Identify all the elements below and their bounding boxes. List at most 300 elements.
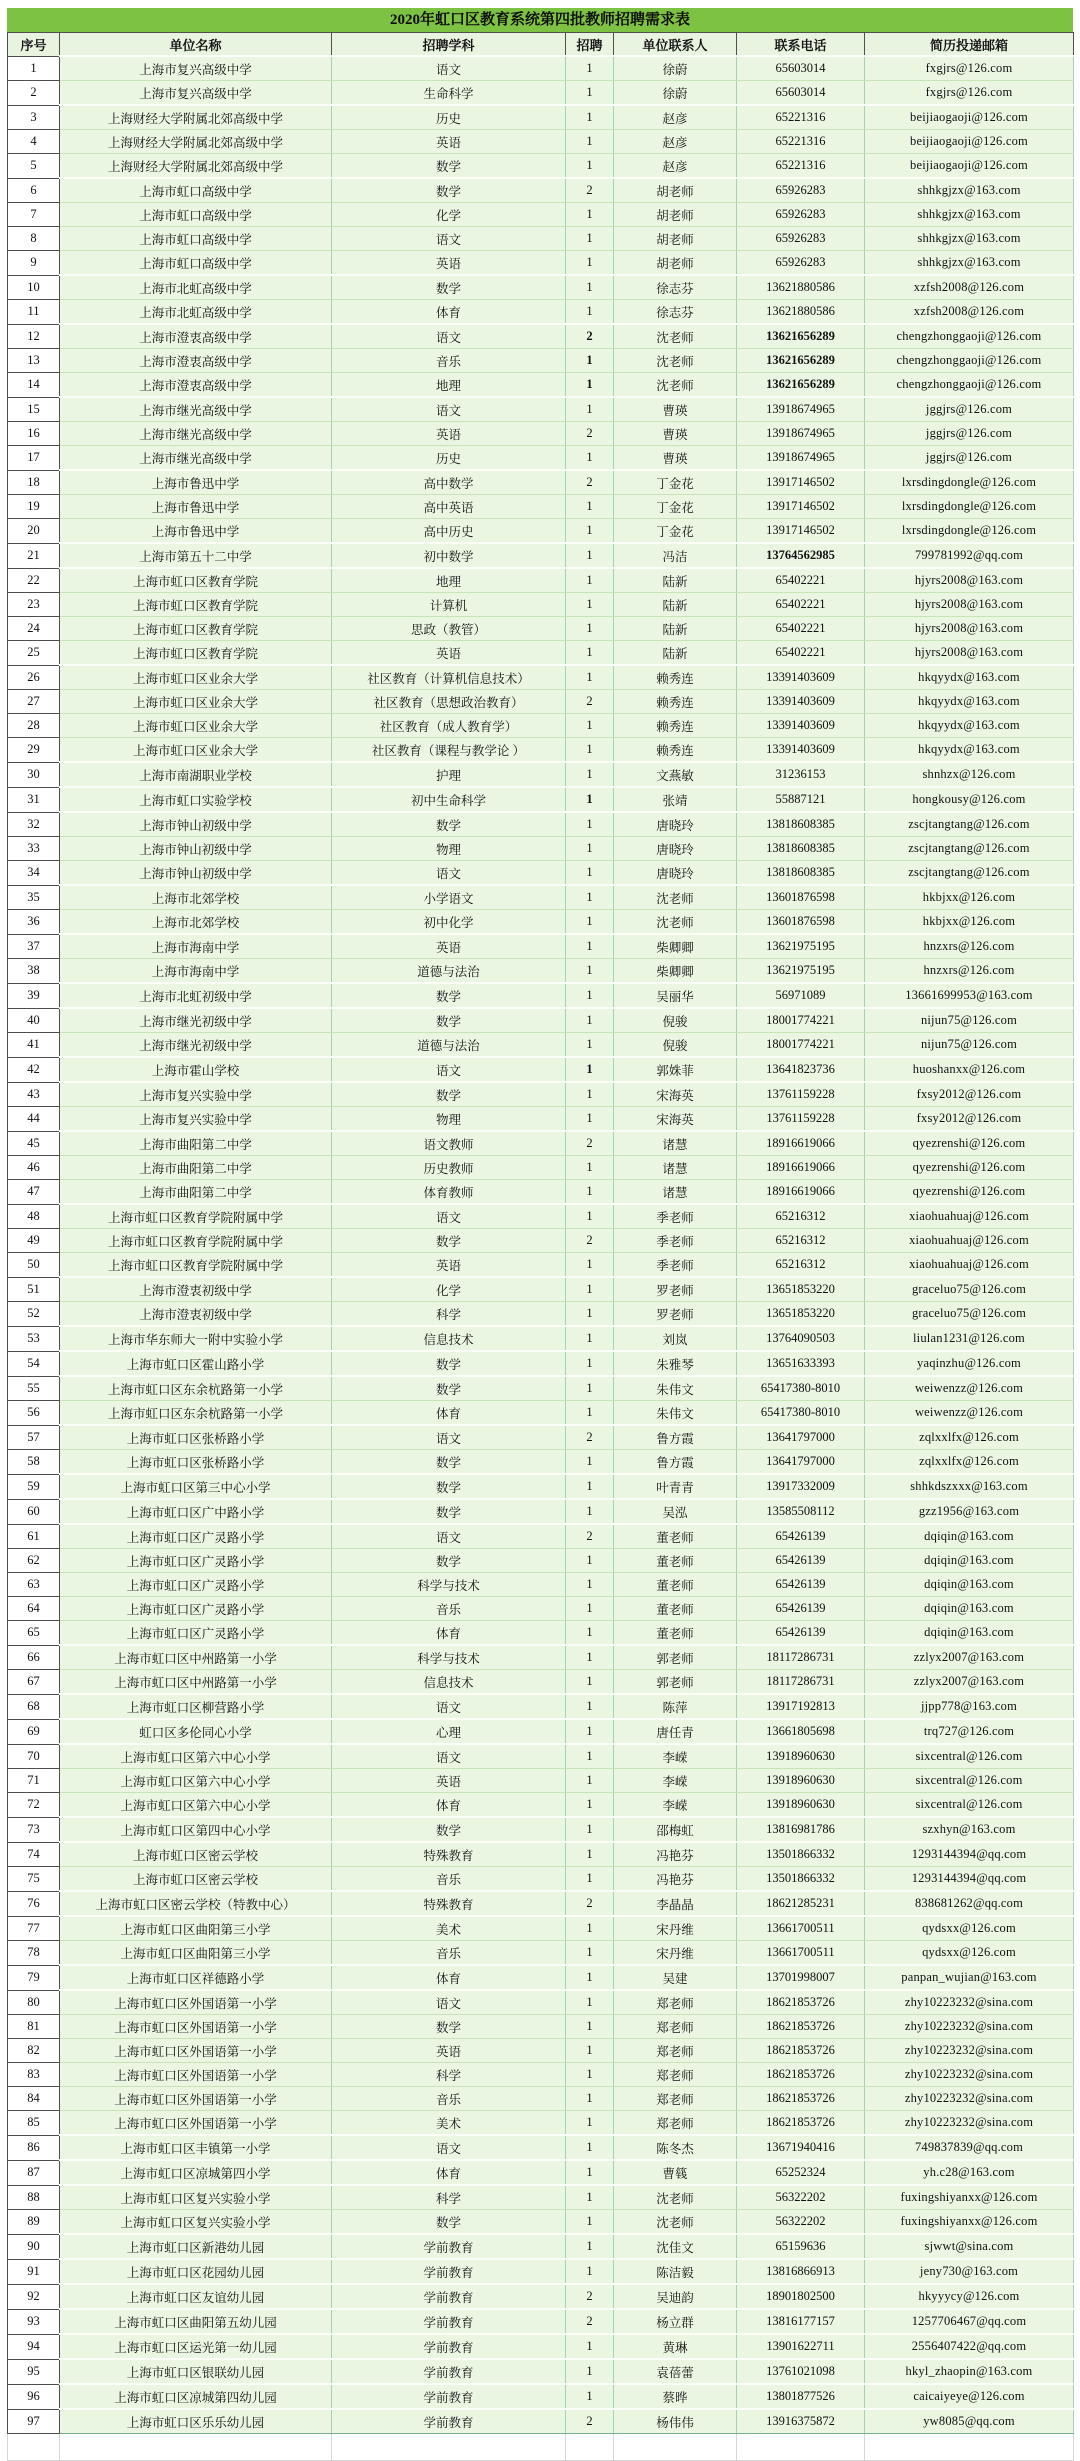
phone-cell: 65159636 <box>737 2234 865 2259</box>
quantity-cell: 1 <box>566 1180 614 1205</box>
email-cell: hkyyycy@126.com <box>865 2284 1074 2309</box>
subject-cell: 英语 <box>332 251 566 276</box>
email-cell: hjyrs2008@163.com <box>865 641 1074 666</box>
empty-cell <box>865 2434 1074 2461</box>
subject-cell: 体育 <box>332 1401 566 1426</box>
contact-person-cell: 宋丹维 <box>614 1941 737 1966</box>
unit-name-cell: 上海市澄衷高级中学 <box>60 324 332 349</box>
quantity-cell: 1 <box>566 2234 614 2259</box>
unit-name-cell: 上海市虹口区中州路第一小学 <box>60 1645 332 1670</box>
contact-person-cell: 曹瑛 <box>614 422 737 446</box>
phone-cell: 13801877526 <box>737 2384 865 2409</box>
unit-name-cell: 上海市虹口高级中学 <box>60 227 332 251</box>
unit-name-cell: 上海市虹口区第四中心小学 <box>60 1817 332 1842</box>
quantity-cell: 1 <box>566 2160 614 2185</box>
subject-cell: 学前教育 <box>332 2259 566 2284</box>
row-number: 91 <box>8 2259 60 2284</box>
phone-cell: 13621880586 <box>737 300 865 325</box>
table-row <box>8 349 1074 373</box>
subject-cell: 音乐 <box>332 1867 566 1892</box>
table-row <box>8 251 1074 276</box>
quantity-cell: 1 <box>566 1376 614 1401</box>
contact-person-cell: 郑老师 <box>614 2015 737 2039</box>
phone-cell: 56322202 <box>737 2210 865 2235</box>
email-cell: beijiaogaoji@126.com <box>865 130 1074 154</box>
phone-cell: 13918960630 <box>737 1769 865 1793</box>
table-row <box>8 2135 1074 2160</box>
phone-cell: 65926283 <box>737 203 865 227</box>
row-number: 52 <box>8 1302 60 1327</box>
unit-name-cell: 上海市虹口区新港幼儿园 <box>60 2234 332 2259</box>
header-resume-email: 简历投递邮箱 <box>865 33 1074 57</box>
row-number: 5 <box>8 154 60 179</box>
email-cell: lxrsdingdongle@126.com <box>865 470 1074 495</box>
row-number: 70 <box>8 1744 60 1769</box>
subject-cell: 化学 <box>332 203 566 227</box>
subject-cell: 语文 <box>332 1425 566 1450</box>
row-number: 65 <box>8 1621 60 1646</box>
subject-cell: 英语 <box>332 130 566 154</box>
unit-name-cell: 上海市虹口区广灵路小学 <box>60 1549 332 1573</box>
table-row <box>8 617 1074 641</box>
unit-name-cell: 上海市曲阳第二中学 <box>60 1180 332 1205</box>
email-cell: jggjrs@126.com <box>865 422 1074 446</box>
row-number: 49 <box>8 1229 60 1253</box>
unit-name-cell: 上海市继光高级中学 <box>60 397 332 422</box>
unit-name-cell: 上海市继光高级中学 <box>60 422 332 446</box>
subject-cell: 数学 <box>332 1499 566 1524</box>
phone-cell: 13918674965 <box>737 446 865 471</box>
table-row <box>8 1131 1074 1156</box>
row-number: 24 <box>8 617 60 641</box>
row-number: 29 <box>8 738 60 763</box>
email-cell: shhkgjzx@163.com <box>865 178 1074 203</box>
contact-person-cell: 董老师 <box>614 1573 737 1597</box>
phone-cell: 13917146502 <box>737 470 865 495</box>
subject-cell: 语文 <box>332 397 566 422</box>
email-cell: hnzxrs@126.com <box>865 934 1074 959</box>
quantity-cell: 1 <box>566 738 614 763</box>
unit-name-cell: 上海市华东师大一附中实验小学 <box>60 1326 332 1351</box>
email-cell: hkbjxx@126.com <box>865 885 1074 910</box>
contact-person-cell: 朱伟文 <box>614 1401 737 1426</box>
subject-cell: 科学 <box>332 2063 566 2087</box>
quantity-cell: 2 <box>566 422 614 446</box>
row-number: 82 <box>8 2039 60 2063</box>
row-number: 45 <box>8 1131 60 1156</box>
email-cell: jjpp778@163.com <box>865 1694 1074 1719</box>
row-number: 38 <box>8 959 60 984</box>
table-row <box>8 1670 1074 1695</box>
phone-cell: 65603014 <box>737 56 865 81</box>
quantity-cell: 1 <box>566 959 614 984</box>
phone-cell: 65426139 <box>737 1524 865 1549</box>
contact-person-cell: 诸慧 <box>614 1131 737 1156</box>
phone-cell: 13761021098 <box>737 2359 865 2384</box>
contact-person-cell: 季老师 <box>614 1204 737 1229</box>
contact-person-cell: 沈佳文 <box>614 2234 737 2259</box>
table-row <box>8 1941 1074 1966</box>
quantity-cell: 1 <box>566 934 614 959</box>
unit-name-cell: 上海市继光初级中学 <box>60 1033 332 1058</box>
phone-cell: 13501866332 <box>737 1867 865 1892</box>
phone-cell: 18916619066 <box>737 1180 865 1205</box>
email-cell: hkqyydx@163.com <box>865 690 1074 714</box>
quantity-cell: 1 <box>566 1499 614 1524</box>
contact-person-cell: 李晶晶 <box>614 1891 737 1916</box>
phone-cell: 18001774221 <box>737 1033 865 1058</box>
row-number: 69 <box>8 1719 60 1744</box>
contact-person-cell: 李嵘 <box>614 1769 737 1793</box>
contact-person-cell: 罗老师 <box>614 1302 737 1327</box>
unit-name-cell: 上海市鲁迅中学 <box>60 495 332 519</box>
quantity-cell: 2 <box>566 690 614 714</box>
quantity-cell: 1 <box>566 1670 614 1695</box>
quantity-cell: 1 <box>566 983 614 1008</box>
quantity-cell: 1 <box>566 1156 614 1180</box>
subject-cell: 信息技术 <box>332 1670 566 1695</box>
phone-cell: 65221316 <box>737 154 865 179</box>
contact-person-cell: 张靖 <box>614 787 737 812</box>
phone-cell: 65417380-8010 <box>737 1401 865 1426</box>
row-number: 56 <box>8 1401 60 1426</box>
quantity-cell: 1 <box>566 910 614 935</box>
email-cell: xiaohuahuaj@126.com <box>865 1229 1074 1253</box>
row-number: 81 <box>8 2015 60 2039</box>
unit-name-cell: 上海市虹口高级中学 <box>60 203 332 227</box>
table-row <box>8 1916 1074 1941</box>
unit-name-cell: 上海市虹口区教育学院附属中学 <box>60 1204 332 1229</box>
row-number: 10 <box>8 275 60 300</box>
phone-cell: 65603014 <box>737 81 865 106</box>
quantity-cell: 1 <box>566 2384 614 2409</box>
email-cell: shhkgjzx@163.com <box>865 227 1074 251</box>
subject-cell: 科学 <box>332 2185 566 2210</box>
subject-cell: 化学 <box>332 1277 566 1302</box>
unit-name-cell: 上海市虹口区广灵路小学 <box>60 1524 332 1549</box>
quantity-cell: 1 <box>566 154 614 179</box>
table-row <box>8 1965 1074 1990</box>
email-cell: 2556407422@qq.com <box>865 2334 1074 2359</box>
unit-name-cell: 上海市虹口实验学校 <box>60 787 332 812</box>
row-number: 33 <box>8 837 60 861</box>
email-cell: hnzxrs@126.com <box>865 959 1074 984</box>
subject-cell: 英语 <box>332 2039 566 2063</box>
row-number: 50 <box>8 1253 60 1278</box>
quantity-cell: 1 <box>566 1867 614 1892</box>
phone-cell: 13816866913 <box>737 2259 865 2284</box>
subject-cell: 科学与技术 <box>332 1645 566 1670</box>
unit-name-cell: 上海市北郊学校 <box>60 885 332 910</box>
contact-person-cell: 蔡晔 <box>614 2384 737 2409</box>
unit-name-cell: 上海市虹口区第六中心小学 <box>60 1769 332 1793</box>
table-row <box>8 56 1074 81</box>
subject-cell: 英语 <box>332 1769 566 1793</box>
unit-name-cell: 上海市虹口区张桥路小学 <box>60 1425 332 1450</box>
email-cell: fxsy2012@126.com <box>865 1082 1074 1107</box>
contact-person-cell: 胡老师 <box>614 227 737 251</box>
subject-cell: 数学 <box>332 154 566 179</box>
contact-person-cell: 徐志芬 <box>614 275 737 300</box>
subject-cell: 地理 <box>332 568 566 593</box>
contact-person-cell: 郭老师 <box>614 1645 737 1670</box>
contact-person-cell: 徐蔚 <box>614 56 737 81</box>
phone-cell: 13818608385 <box>737 861 865 886</box>
unit-name-cell: 上海市虹口区第六中心小学 <box>60 1744 332 1769</box>
contact-person-cell: 鲁方霞 <box>614 1425 737 1450</box>
unit-name-cell: 上海市虹口区外国语第一小学 <box>60 2063 332 2087</box>
contact-person-cell: 袁蓓蕾 <box>614 2359 737 2384</box>
table-row <box>8 2039 1074 2063</box>
phone-cell: 65216312 <box>737 1253 865 1278</box>
phone-cell: 31236153 <box>737 762 865 787</box>
row-number: 66 <box>8 1645 60 1670</box>
subject-cell: 初中数学 <box>332 543 566 568</box>
subject-cell: 语文 <box>332 227 566 251</box>
subject-cell: 数学 <box>332 1351 566 1376</box>
quantity-cell: 1 <box>566 1277 614 1302</box>
row-number: 42 <box>8 1057 60 1082</box>
table-row <box>8 1425 1074 1450</box>
unit-name-cell: 上海市虹口区密云学校 <box>60 1842 332 1867</box>
row-number: 72 <box>8 1793 60 1818</box>
table-row <box>8 690 1074 714</box>
subject-cell: 数学 <box>332 2015 566 2039</box>
phone-cell: 65926283 <box>737 227 865 251</box>
table-row <box>8 1744 1074 1769</box>
subject-cell: 高中历史 <box>332 519 566 544</box>
email-cell: zhy10223232@sina.com <box>865 2111 1074 2136</box>
unit-name-cell: 上海市鲁迅中学 <box>60 519 332 544</box>
subject-cell: 数学 <box>332 1376 566 1401</box>
quantity-cell: 1 <box>566 397 614 422</box>
table-row <box>8 1351 1074 1376</box>
table-row <box>8 641 1074 666</box>
row-number: 37 <box>8 934 60 959</box>
phone-cell: 65252324 <box>737 2160 865 2185</box>
contact-person-cell: 曹瑛 <box>614 446 737 471</box>
contact-person-cell: 丁金花 <box>614 470 737 495</box>
quantity-cell: 1 <box>566 275 614 300</box>
email-cell: zzlyx2007@163.com <box>865 1645 1074 1670</box>
phone-cell: 65426139 <box>737 1549 865 1573</box>
quantity-cell: 1 <box>566 519 614 544</box>
unit-name-cell: 上海市北虹高级中学 <box>60 300 332 325</box>
row-number: 63 <box>8 1573 60 1597</box>
row-number: 32 <box>8 812 60 837</box>
quantity-cell: 1 <box>566 2259 614 2284</box>
row-number: 93 <box>8 2309 60 2334</box>
unit-name-cell: 上海市虹口区东余杭路第一小学 <box>60 1401 332 1426</box>
phone-cell: 13917146502 <box>737 495 865 519</box>
quantity-cell: 1 <box>566 1253 614 1278</box>
contact-person-cell: 罗老师 <box>614 1277 737 1302</box>
unit-name-cell: 上海市虹口区教育学院 <box>60 593 332 617</box>
subject-cell: 英语 <box>332 934 566 959</box>
subject-cell: 数学 <box>332 1008 566 1033</box>
unit-name-cell: 上海市北虹高级中学 <box>60 275 332 300</box>
email-cell: xiaohuahuaj@126.com <box>865 1204 1074 1229</box>
email-cell: hkbjxx@126.com <box>865 910 1074 935</box>
contact-person-cell: 陆新 <box>614 568 737 593</box>
unit-name-cell: 上海市南湖职业学校 <box>60 762 332 787</box>
contact-person-cell: 曹篯 <box>614 2160 737 2185</box>
table-row <box>8 593 1074 617</box>
table-row <box>8 762 1074 787</box>
email-cell: dqiqin@163.com <box>865 1621 1074 1646</box>
quantity-cell: 1 <box>566 1401 614 1426</box>
table-row <box>8 1180 1074 1205</box>
table-row <box>8 178 1074 203</box>
email-cell: 749837839@qq.com <box>865 2135 1074 2160</box>
contact-person-cell: 冯艳芬 <box>614 1842 737 1867</box>
row-number: 47 <box>8 1180 60 1205</box>
unit-name-cell: 上海市虹口区第三中心小学 <box>60 1474 332 1499</box>
phone-cell: 18621853726 <box>737 2015 865 2039</box>
quantity-cell: 1 <box>566 2015 614 2039</box>
unit-name-cell: 上海市虹口区友谊幼儿园 <box>60 2284 332 2309</box>
table-row <box>8 787 1074 812</box>
row-number: 15 <box>8 397 60 422</box>
email-cell: yw8085@qq.com <box>865 2409 1074 2434</box>
email-cell: shhkgjzx@163.com <box>865 251 1074 276</box>
subject-cell: 心理 <box>332 1719 566 1744</box>
empty-cell <box>332 2434 566 2461</box>
subject-cell: 数学 <box>332 1549 566 1573</box>
phone-cell: 65402221 <box>737 593 865 617</box>
unit-name-cell: 上海市虹口区业余大学 <box>60 690 332 714</box>
email-cell: zhy10223232@sina.com <box>865 2063 1074 2087</box>
subject-cell: 体育 <box>332 1793 566 1818</box>
email-cell: xzfsh2008@126.com <box>865 275 1074 300</box>
row-number: 23 <box>8 593 60 617</box>
quantity-cell: 1 <box>566 1769 614 1793</box>
unit-name-cell: 上海市钟山初级中学 <box>60 837 332 861</box>
row-number: 87 <box>8 2160 60 2185</box>
subject-cell: 数学 <box>332 2210 566 2235</box>
table-row <box>8 1793 1074 1818</box>
email-cell: chengzhonggaoji@126.com <box>865 349 1074 373</box>
table-row <box>8 373 1074 398</box>
row-number: 9 <box>8 251 60 276</box>
contact-person-cell: 柴卿卿 <box>614 959 737 984</box>
subject-cell: 体育 <box>332 300 566 325</box>
table-row <box>8 495 1074 519</box>
row-number: 31 <box>8 787 60 812</box>
phone-cell: 65221316 <box>737 130 865 154</box>
row-number: 71 <box>8 1769 60 1793</box>
row-number: 26 <box>8 665 60 690</box>
quantity-cell: 1 <box>566 861 614 886</box>
row-number: 55 <box>8 1376 60 1401</box>
table-row <box>8 1990 1074 2015</box>
contact-person-cell: 沈老师 <box>614 2185 737 2210</box>
unit-name-cell: 上海市虹口区教育学院 <box>60 641 332 666</box>
email-cell: 799781992@qq.com <box>865 543 1074 568</box>
unit-name-cell: 上海市虹口区外国语第一小学 <box>60 2039 332 2063</box>
row-number: 27 <box>8 690 60 714</box>
unit-name-cell: 上海市霍山学校 <box>60 1057 332 1082</box>
contact-person-cell: 董老师 <box>614 1549 737 1573</box>
row-number: 35 <box>8 885 60 910</box>
contact-person-cell: 陈洁毅 <box>614 2259 737 2284</box>
email-cell: sixcentral@126.com <box>865 1793 1074 1818</box>
unit-name-cell: 上海市虹口区霍山路小学 <box>60 1351 332 1376</box>
unit-name-cell: 上海市虹口区曲阳第三小学 <box>60 1916 332 1941</box>
unit-name-cell: 上海市虹口区祥德路小学 <box>60 1965 332 1990</box>
subject-cell: 语文 <box>332 1694 566 1719</box>
email-cell: qydsxx@126.com <box>865 1941 1074 1966</box>
email-cell: liulan1231@126.com <box>865 1326 1074 1351</box>
quantity-cell: 1 <box>566 373 614 398</box>
quantity-cell: 1 <box>566 1033 614 1058</box>
phone-cell: 65216312 <box>737 1229 865 1253</box>
quantity-cell: 1 <box>566 203 614 227</box>
quantity-cell: 1 <box>566 56 614 81</box>
row-number: 90 <box>8 2234 60 2259</box>
email-cell: trq727@126.com <box>865 1719 1074 1744</box>
row-number: 86 <box>8 2135 60 2160</box>
unit-name-cell: 上海市虹口高级中学 <box>60 251 332 276</box>
table-row <box>8 2087 1074 2111</box>
contact-person-cell: 冯洁 <box>614 543 737 568</box>
contact-person-cell: 文燕敏 <box>614 762 737 787</box>
table-row <box>8 1597 1074 1621</box>
table-row <box>8 203 1074 227</box>
table-row <box>8 1277 1074 1302</box>
contact-person-cell: 唐晓玲 <box>614 861 737 886</box>
phone-cell: 13391403609 <box>737 690 865 714</box>
row-number: 34 <box>8 861 60 886</box>
unit-name-cell: 上海市虹口区教育学院 <box>60 617 332 641</box>
quantity-cell: 1 <box>566 2135 614 2160</box>
email-cell: lxrsdingdongle@126.com <box>865 495 1074 519</box>
phone-cell: 13661700511 <box>737 1916 865 1941</box>
quantity-cell: 1 <box>566 787 614 812</box>
email-cell: xiaohuahuaj@126.com <box>865 1253 1074 1278</box>
quantity-cell: 2 <box>566 2309 614 2334</box>
contact-person-cell: 陆新 <box>614 593 737 617</box>
contact-person-cell: 朱雅琴 <box>614 1351 737 1376</box>
quantity-cell: 1 <box>566 1719 614 1744</box>
contact-person-cell: 赖秀连 <box>614 714 737 738</box>
contact-person-cell: 吴泓 <box>614 1499 737 1524</box>
quantity-cell: 1 <box>566 1573 614 1597</box>
quantity-cell: 1 <box>566 714 614 738</box>
email-cell: panpan_wujian@163.com <box>865 1965 1074 1990</box>
subject-cell: 数学 <box>332 1817 566 1842</box>
unit-name-cell: 上海市虹口区广灵路小学 <box>60 1573 332 1597</box>
unit-name-cell: 上海市虹口区广中路小学 <box>60 1499 332 1524</box>
contact-person-cell: 沈老师 <box>614 373 737 398</box>
row-number: 74 <box>8 1842 60 1867</box>
email-cell: yaqinzhu@126.com <box>865 1351 1074 1376</box>
email-cell: hkqyydx@163.com <box>865 665 1074 690</box>
table-row <box>8 2359 1074 2384</box>
unit-name-cell: 上海市虹口区教育学院附属中学 <box>60 1229 332 1253</box>
email-cell: beijiaogaoji@126.com <box>865 105 1074 130</box>
header-contact-person: 单位联系人 <box>614 33 737 57</box>
unit-name-cell: 上海财经大学附属北郊高级中学 <box>60 130 332 154</box>
phone-cell: 13621656289 <box>737 349 865 373</box>
subject-cell: 道德与法治 <box>332 1033 566 1058</box>
contact-person-cell: 唐晓玲 <box>614 812 737 837</box>
phone-cell: 13918674965 <box>737 397 865 422</box>
subject-cell: 历史 <box>332 446 566 471</box>
subject-cell: 语文 <box>332 56 566 81</box>
subject-cell: 物理 <box>332 837 566 861</box>
table-row <box>8 446 1074 471</box>
